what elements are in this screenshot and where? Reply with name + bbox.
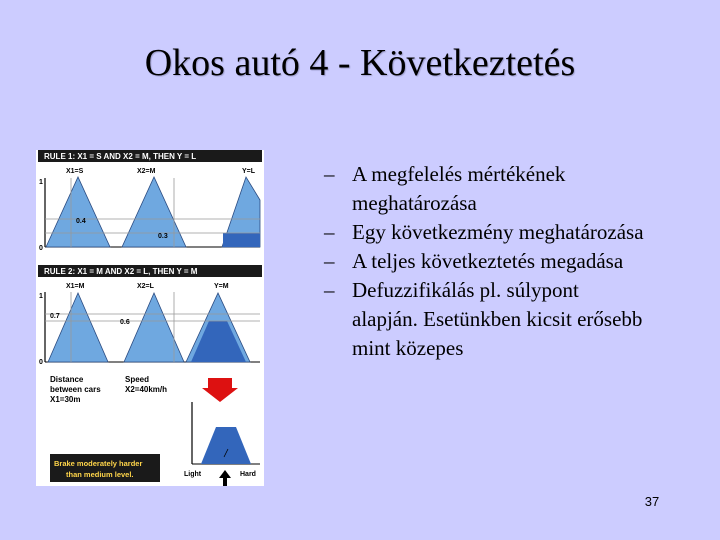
distance-line3: X1=30m <box>50 395 81 404</box>
bullet-item <box>324 276 644 363</box>
rule1-result-area <box>223 233 260 247</box>
rule2-y-label: Y=M <box>214 283 229 290</box>
rule1-deg2: 0.3 <box>158 233 168 240</box>
rule2-deg1: 0.7 <box>50 313 60 320</box>
output-light-label: Light <box>184 471 202 478</box>
slide-title: Okos autó 4 - Következtetés <box>144 42 576 84</box>
rule1-axis-one: 1 <box>39 179 43 186</box>
rule2-header: RULE 2: X1 = M AND X2 = L, THEN Y = M <box>44 267 198 276</box>
bullet-text: A teljes következtetés megadása <box>352 249 624 273</box>
rule1-deg1: 0.4 <box>76 218 86 225</box>
fuzzy-inference-figure <box>36 150 264 486</box>
output-aggregated-area <box>201 427 251 464</box>
rule1-x1-membership <box>46 177 110 247</box>
rule1-x1-label: X1=S <box>66 168 84 175</box>
bullet-list <box>324 160 644 363</box>
bullet-dash: – <box>324 249 335 273</box>
bullet-dash: – <box>324 220 335 244</box>
output-hard-label: Hard <box>240 471 256 478</box>
rule2-axis-one: 1 <box>39 293 43 300</box>
down-arrow-icon <box>202 378 238 402</box>
distance-line1: Distance <box>50 375 84 384</box>
rule2-axis-zero: 0 <box>39 359 43 366</box>
rule1-header: RULE 1: X1 = S AND X2 = M, THEN Y = L <box>44 152 197 161</box>
up-arrow-icon <box>219 470 231 486</box>
bullet-text: Defuzzifikálás pl. súlypont alapján. Esetünkben kicsit erősebb mint közepes <box>352 278 643 360</box>
conclusion-line2: than medium level. <box>66 470 134 479</box>
bullet-text: Egy következmény meghatározása <box>352 220 644 244</box>
bullet-item <box>324 160 644 218</box>
rule1-x2-membership <box>122 177 186 247</box>
rule2-x2-label: X2=L <box>137 283 154 290</box>
fuzzy-inference-diagram <box>36 150 264 486</box>
bullet-item <box>324 218 644 247</box>
conclusion-line1: Brake moderately harder <box>54 459 143 468</box>
rule2-x1-membership <box>48 293 108 362</box>
rule1-y-label: Y=L <box>242 168 256 175</box>
rule2-x1-label: X1=M <box>66 283 85 290</box>
bullet-dash: – <box>324 278 335 302</box>
bullet-text: A megfelelés mértékének meghatározása <box>352 162 566 215</box>
page-number: 37 <box>644 494 660 509</box>
rule1-axis-zero: 0 <box>39 245 43 252</box>
rule1-x2-label: X2=M <box>137 168 156 175</box>
distance-line2: between cars <box>50 385 101 394</box>
speed-line1: Speed <box>125 375 150 384</box>
bullet-item <box>324 247 644 276</box>
speed-line2: X2=40km/h <box>125 385 168 394</box>
rule2-deg2: 0.6 <box>120 319 130 326</box>
rule2-x2-membership <box>124 293 184 362</box>
bullet-dash: – <box>324 162 335 186</box>
